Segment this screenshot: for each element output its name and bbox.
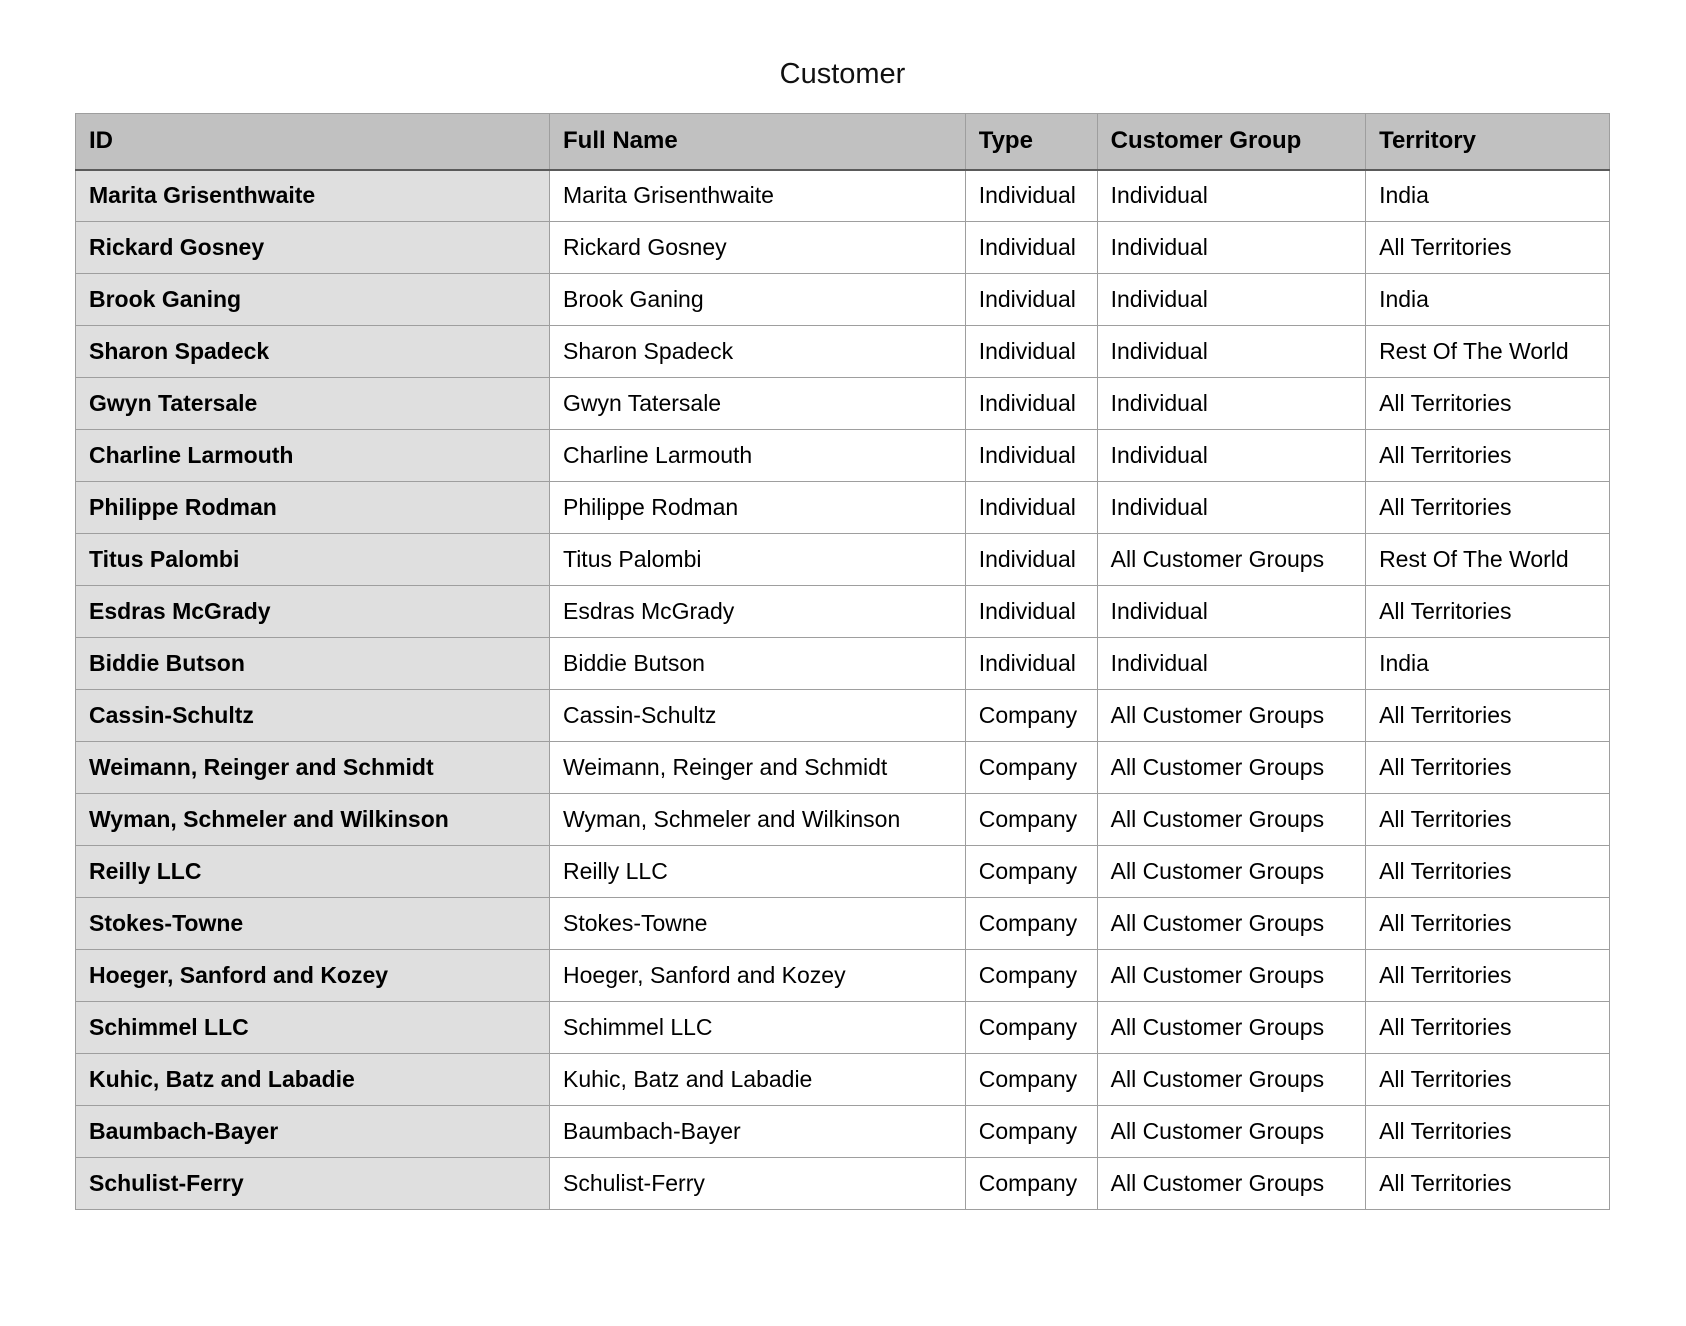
row-full-name: Cassin-Schultz <box>550 690 966 742</box>
row-id: Philippe Rodman <box>76 482 550 534</box>
row-id: Wyman, Schmeler and Wilkinson <box>76 794 550 846</box>
row-territory: All Territories <box>1366 430 1610 482</box>
row-full-name: Biddie Butson <box>550 638 966 690</box>
table-row <box>76 898 1610 950</box>
row-full-name: Sharon Spadeck <box>550 326 966 378</box>
table-row <box>76 1106 1610 1158</box>
row-type: Company <box>965 690 1097 742</box>
row-id: Sharon Spadeck <box>76 326 550 378</box>
row-territory: All Territories <box>1366 742 1610 794</box>
row-customer-group: All Customer Groups <box>1097 794 1365 846</box>
row-type: Company <box>965 1002 1097 1054</box>
row-full-name: Kuhic, Batz and Labadie <box>550 1054 966 1106</box>
row-customer-group: Individual <box>1097 482 1365 534</box>
row-customer-group: Individual <box>1097 274 1365 326</box>
table-row <box>76 430 1610 482</box>
row-id: Charline Larmouth <box>76 430 550 482</box>
row-type: Individual <box>965 430 1097 482</box>
row-type: Individual <box>965 482 1097 534</box>
row-territory: All Territories <box>1366 1002 1610 1054</box>
row-type: Company <box>965 1054 1097 1106</box>
row-type: Individual <box>965 222 1097 274</box>
row-full-name: Esdras McGrady <box>550 586 966 638</box>
row-full-name: Charline Larmouth <box>550 430 966 482</box>
row-territory: India <box>1366 274 1610 326</box>
row-customer-group: All Customer Groups <box>1097 1106 1365 1158</box>
row-customer-group: Individual <box>1097 170 1365 222</box>
report-page <box>75 0 1610 1210</box>
row-full-name: Philippe Rodman <box>550 482 966 534</box>
row-type: Company <box>965 1158 1097 1210</box>
row-id: Hoeger, Sanford and Kozey <box>76 950 550 1002</box>
row-territory: All Territories <box>1366 1054 1610 1106</box>
table-row <box>76 690 1610 742</box>
row-full-name: Schulist-Ferry <box>550 1158 966 1210</box>
column-header-id: ID <box>76 114 550 170</box>
row-customer-group: All Customer Groups <box>1097 950 1365 1002</box>
row-id: Esdras McGrady <box>76 586 550 638</box>
row-type: Individual <box>965 326 1097 378</box>
row-customer-group: All Customer Groups <box>1097 534 1365 586</box>
row-type: Company <box>965 950 1097 1002</box>
row-id: Baumbach-Bayer <box>76 1106 550 1158</box>
row-customer-group: All Customer Groups <box>1097 846 1365 898</box>
table-row <box>76 326 1610 378</box>
row-territory: All Territories <box>1366 586 1610 638</box>
row-territory: Rest Of The World <box>1366 534 1610 586</box>
row-id: Weimann, Reinger and Schmidt <box>76 742 550 794</box>
row-full-name: Weimann, Reinger and Schmidt <box>550 742 966 794</box>
row-type: Individual <box>965 378 1097 430</box>
row-customer-group: Individual <box>1097 222 1365 274</box>
row-territory: All Territories <box>1366 794 1610 846</box>
row-id: Rickard Gosney <box>76 222 550 274</box>
row-id: Biddie Butson <box>76 638 550 690</box>
row-type: Individual <box>965 274 1097 326</box>
row-territory: All Territories <box>1366 1158 1610 1210</box>
table-row <box>76 586 1610 638</box>
row-full-name: Hoeger, Sanford and Kozey <box>550 950 966 1002</box>
row-type: Company <box>965 794 1097 846</box>
table-row <box>76 846 1610 898</box>
row-type: Company <box>965 742 1097 794</box>
table-row <box>76 170 1610 222</box>
row-territory: All Territories <box>1366 222 1610 274</box>
table-row <box>76 742 1610 794</box>
row-id: Gwyn Tatersale <box>76 378 550 430</box>
row-territory: All Territories <box>1366 690 1610 742</box>
row-customer-group: Individual <box>1097 586 1365 638</box>
table-row <box>76 638 1610 690</box>
row-id: Titus Palombi <box>76 534 550 586</box>
row-id: Marita Grisenthwaite <box>76 170 550 222</box>
row-customer-group: All Customer Groups <box>1097 1158 1365 1210</box>
row-full-name: Baumbach-Bayer <box>550 1106 966 1158</box>
table-body <box>76 170 1610 1210</box>
row-type: Company <box>965 898 1097 950</box>
table-header-row <box>76 114 1610 170</box>
row-type: Individual <box>965 638 1097 690</box>
row-territory: All Territories <box>1366 950 1610 1002</box>
row-customer-group: All Customer Groups <box>1097 690 1365 742</box>
row-customer-group: Individual <box>1097 326 1365 378</box>
row-id: Stokes-Towne <box>76 898 550 950</box>
row-id: Kuhic, Batz and Labadie <box>76 1054 550 1106</box>
row-customer-group: All Customer Groups <box>1097 1054 1365 1106</box>
row-territory: India <box>1366 638 1610 690</box>
table-row <box>76 950 1610 1002</box>
row-customer-group: All Customer Groups <box>1097 1002 1365 1054</box>
row-territory: All Territories <box>1366 378 1610 430</box>
table-row <box>76 1054 1610 1106</box>
row-full-name: Rickard Gosney <box>550 222 966 274</box>
row-territory: All Territories <box>1366 898 1610 950</box>
table-row <box>76 534 1610 586</box>
column-header-territory: Territory <box>1366 114 1610 170</box>
row-type: Individual <box>965 170 1097 222</box>
page-title: Customer <box>779 58 906 90</box>
row-customer-group: Individual <box>1097 430 1365 482</box>
row-id: Schimmel LLC <box>76 1002 550 1054</box>
table-row <box>76 1158 1610 1210</box>
row-full-name: Reilly LLC <box>550 846 966 898</box>
row-full-name: Marita Grisenthwaite <box>550 170 966 222</box>
column-header-full-name: Full Name <box>550 114 966 170</box>
column-header-type: Type <box>965 114 1097 170</box>
row-territory: All Territories <box>1366 1106 1610 1158</box>
row-customer-group: Individual <box>1097 638 1365 690</box>
table-row <box>76 482 1610 534</box>
row-full-name: Wyman, Schmeler and Wilkinson <box>550 794 966 846</box>
row-full-name: Gwyn Tatersale <box>550 378 966 430</box>
row-full-name: Schimmel LLC <box>550 1002 966 1054</box>
column-header-customer-group: Customer Group <box>1097 114 1365 170</box>
row-customer-group: All Customer Groups <box>1097 742 1365 794</box>
row-id: Cassin-Schultz <box>76 690 550 742</box>
table-row <box>76 378 1610 430</box>
customer-table <box>75 113 1610 1210</box>
row-customer-group: Individual <box>1097 378 1365 430</box>
table-row <box>76 1002 1610 1054</box>
row-type: Company <box>965 846 1097 898</box>
row-id: Brook Ganing <box>76 274 550 326</box>
row-full-name: Brook Ganing <box>550 274 966 326</box>
row-territory: India <box>1366 170 1610 222</box>
row-full-name: Stokes-Towne <box>550 898 966 950</box>
row-full-name: Titus Palombi <box>550 534 966 586</box>
row-territory: All Territories <box>1366 482 1610 534</box>
row-territory: All Territories <box>1366 846 1610 898</box>
table-row <box>76 274 1610 326</box>
row-type: Company <box>965 1106 1097 1158</box>
row-id: Schulist-Ferry <box>76 1158 550 1210</box>
table-row <box>76 222 1610 274</box>
table-row <box>76 794 1610 846</box>
row-id: Reilly LLC <box>76 846 550 898</box>
row-type: Individual <box>965 586 1097 638</box>
row-territory: Rest Of The World <box>1366 326 1610 378</box>
row-type: Individual <box>965 534 1097 586</box>
row-customer-group: All Customer Groups <box>1097 898 1365 950</box>
